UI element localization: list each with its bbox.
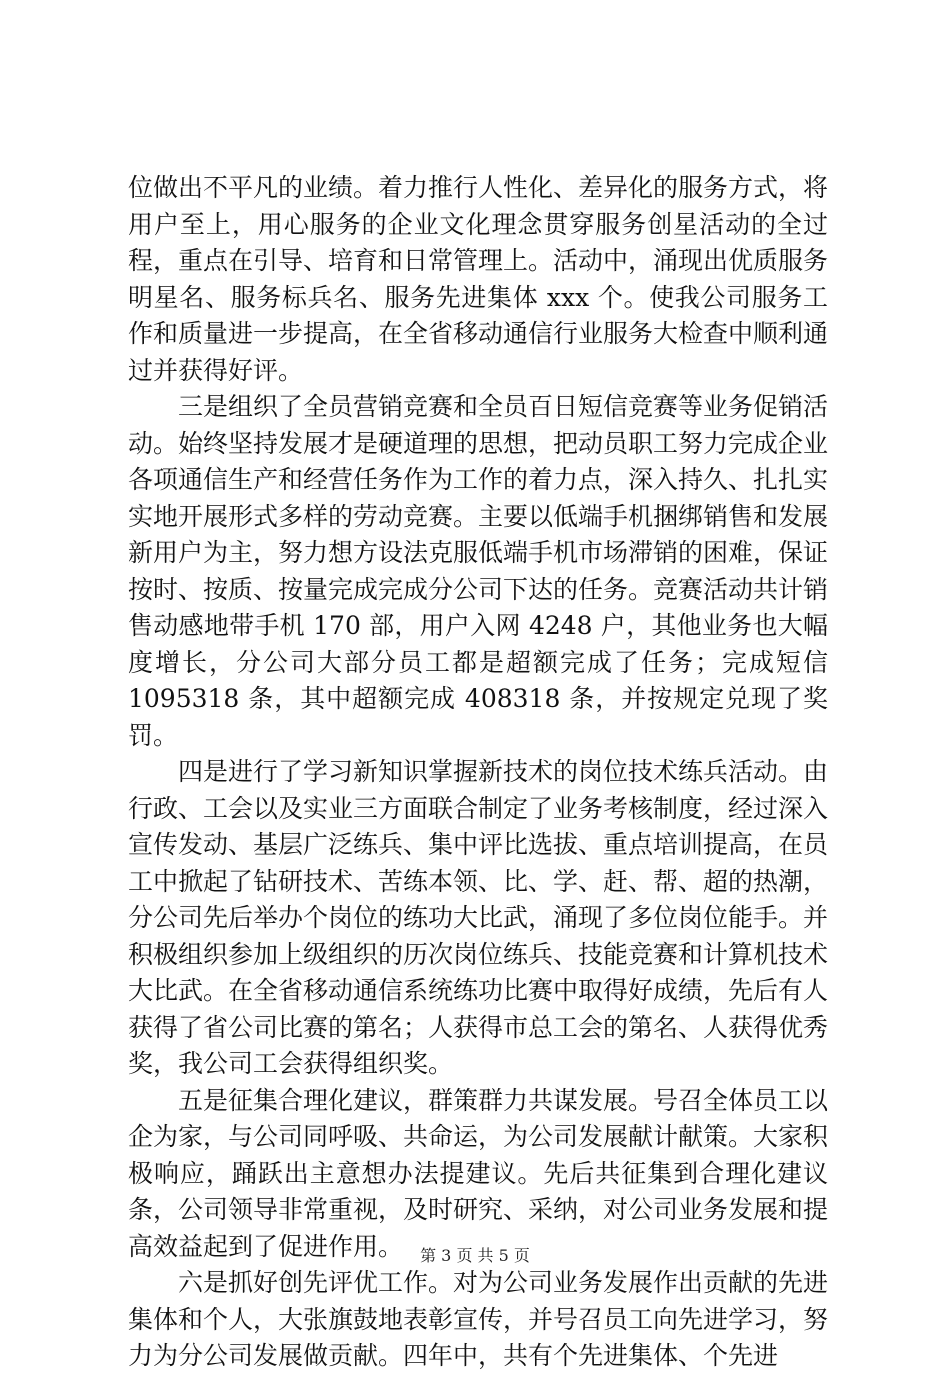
page-number-footer: 第 3 页 共 5 页 (420, 1246, 530, 1265)
paragraph-awards: 六是抓好创先评优工作。对为公司业务发展作出贡献的先进集体和个人，大张旗鼓地表彰宣传，并号召员工向先进学习，努力为分公司发展做贡献。四年中，共有个先进集体、个先进 (128, 1268, 829, 1370)
document-body (128, 170, 828, 1375)
paragraph-suggestions: 五是征集合理化建议，群策群力共谋发展。号召全体员工以企为家，与公司同呼吸、共命运，为公司发展献计献策。大家积极响应，踊跃出主意想办法提建议。先后共征集到合理化建议条，公司领导非常重视，及时研究、采纳，对公司业务发展和提高效益起到了促进作用。 (128, 1085, 829, 1261)
paragraph-skills-training: 四是进行了学习新知识掌握新技术的岗位技术练兵活动。由行政、工会以及实业三方面联合制定了业务考核制度，经过深入宣传发动、基层广泛练兵、集中评比选拔、重点培训提高，在员工中掀起了钻研技术、苦练本领、比、学、赶、帮、超的热潮，分公司先后举办个岗位的练功大比武，涌现了多位岗位能手。并积极组织参加上级组织的历次岗位练兵、技能竞赛和计算机技术大比武。在全省移动通信系统练功比赛中取得好成绩，先后有人获得了省公司比赛的第名；人获得市总工会的第名、人获得优秀奖，我公司工会获得组织奖。 (128, 757, 829, 1078)
paragraph-marketing-competition: 三是组织了全员营销竞赛和全员百日短信竞赛等业务促销活动。始终坚持发展才是硬道理的思想，把动员职工努力完成企业各项通信生产和经营任务作为工作的着力点，深入持久、扎扎实实地开展形式多样的劳动竞赛。主要以低端手机捆绑销售和发展新用户为主，努力想方设法克服低端手机市场滞销的困难，保证按时、按质、按量完成完成分公司下达的任务。竞赛活动共计销售动感地带手机 170 部，用户入网 4248 户，其他业务也大幅度增长，分公司大部分员工都是超额完成了任务；完成短信 1095318 条，其中超额完成 408318 条，并按规定兑现了奖罚。 (128, 392, 829, 750)
paragraph-continuation: 位做出不平凡的业绩。着力推行人性化、差异化的服务方式，将用户至上，用心服务的企业文化理念贯穿服务创星活动的全过程，重点在引导、培育和日常管理上。活动中，涌现出优质服务明星名、服务标兵名、服务先进集体 xxx 个。使我公司服务工作和质量进一步提高，在全省移动通信行业服务大检查中顺利通过并获得好评。 (128, 173, 829, 385)
